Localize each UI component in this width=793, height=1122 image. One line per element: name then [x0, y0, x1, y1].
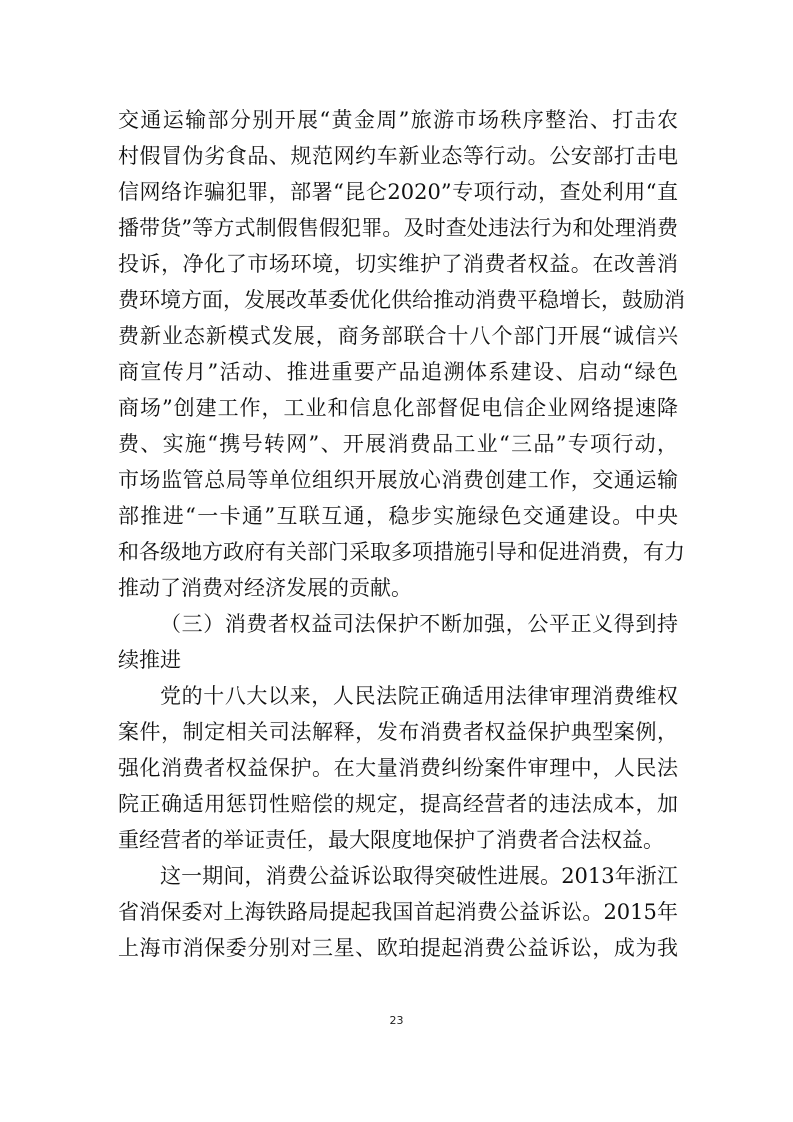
text-line: 强化消费者权益保护。在大量消费纠纷案件审理中，人民法 — [118, 756, 678, 780]
text-line: 费新业态新模式发展，商务部联合十八个部门开展“诚信兴 — [118, 324, 678, 348]
text-line: 这一期间，消费公益诉讼取得突破性进展。2013年浙江 — [160, 864, 678, 888]
text-line: 院正确适用惩罚性赔偿的规定，提高经营者的违法成本，加 — [118, 792, 678, 816]
text-line: 费环境方面，发展改革委优化供给推动消费平稳增长，鼓励消 — [118, 288, 685, 312]
text-line: 市场监管总局等单位组织开展放心消费创建工作，交通运输 — [118, 468, 678, 492]
section-heading: 续推进 — [118, 648, 181, 672]
text-line: 重经营者的举证责任，最大限度地保护了消费者合法权益。 — [118, 828, 664, 852]
text-line: 费、实施“携号转网”、开展消费品工业“三品”专项行动， — [118, 432, 678, 456]
text-line: 案件，制定相关司法解释，发布消费者权益保护典型案例， — [118, 720, 678, 744]
text-line: 播带货”等方式制假售假犯罪。及时查处违法行为和处理消费 — [118, 216, 678, 240]
page-number: 23 — [389, 1014, 404, 1027]
text-line: 推动了消费对经济发展的贡献。 — [118, 576, 412, 600]
text-line: 交通运输部分别开展“黄金周”旅游市场秩序整治、打击农 — [118, 108, 678, 132]
text-line: 党的十八大以来，人民法院正确适用法律审理消费维权 — [160, 684, 678, 708]
text-line: 和各级地方政府有关部门采取多项措施引导和促进消费，有力 — [118, 540, 685, 564]
text-line: 省消保委对上海铁路局提起我国首起消费公益诉讼。2015年 — [118, 900, 678, 924]
text-line: 信网络诈骗犯罪，部署“昆仑2020”专项行动，查处利用“直 — [118, 180, 678, 204]
text-line: 商宣传月”活动、推进重要产品追溯体系建设、启动“绿色 — [118, 360, 678, 384]
text-line: 村假冒伪劣食品、规范网约车新业态等行动。公安部打击电 — [118, 144, 678, 168]
section-heading: （三）消费者权益司法保护不断加强，公平正义得到持 — [160, 612, 678, 636]
text-line: 商场”创建工作，工业和信息化部督促电信企业网络提速降 — [118, 396, 678, 420]
text-line: 上海市消保委分别对三星、欧珀提起消费公益诉讼，成为我 — [118, 936, 678, 960]
text-line: 投诉，净化了市场环境，切实维护了消费者权益。在改善消 — [118, 252, 678, 276]
text-line: 部推进“一卡通”互联互通，稳步实施绿色交通建设。中央 — [118, 504, 678, 528]
